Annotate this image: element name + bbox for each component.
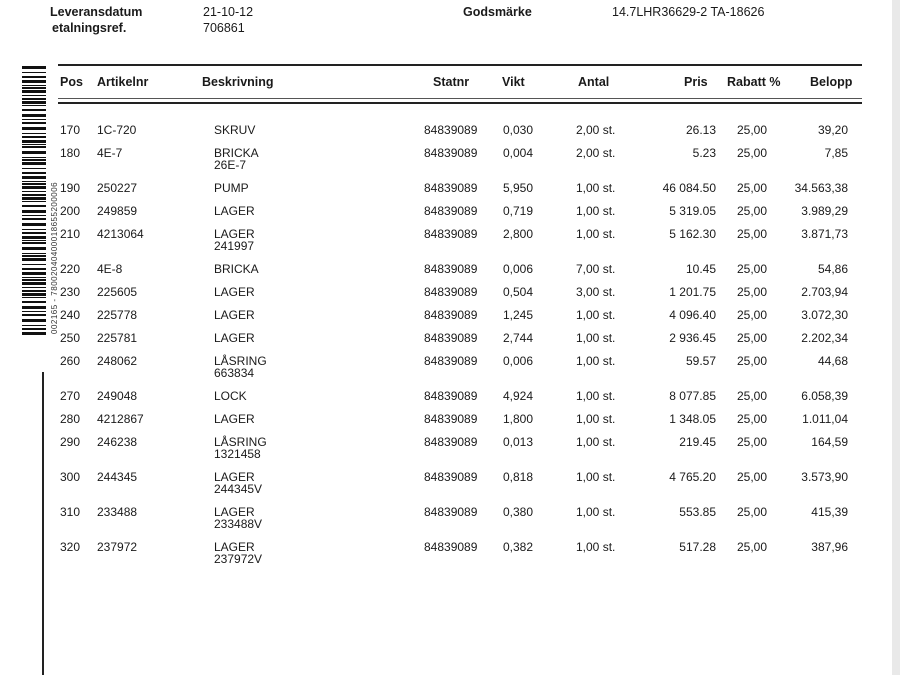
cell-vikt: 0,006 [503,262,534,276]
header-bottom-rule-2 [58,102,862,104]
cell-beskrivning: LAGER [214,331,255,345]
cell-pos: 240 [60,308,81,322]
cell-beskrivning-sub: 233488V [214,517,263,531]
barcode-bar [22,76,46,78]
cell-pris: 4 096.40 [669,308,716,322]
cell-beskrivning-sub: 237972V [214,552,263,566]
cell-statnr: 84839089 [424,354,478,368]
cell-pos: 190 [60,181,81,195]
cell-artikelnr: 4212867 [97,412,144,426]
cell-artikelnr: 225605 [97,285,138,299]
cell-vikt: 1,245 [503,308,534,322]
cell-artikelnr: 4E-8 [97,262,123,276]
page-edge [892,0,900,675]
cell-beskrivning: LAGER [214,227,255,241]
cell-pris: 5.23 [692,146,716,160]
cell-antal: 1,00 st. [576,331,616,345]
cell-vikt: 0,504 [503,285,534,299]
col-antal: Antal [578,75,610,89]
col-beskrivning: Beskrivning [202,75,274,89]
cell-statnr: 84839089 [424,389,478,403]
cell-pos: 170 [60,123,81,137]
cell-antal: 1,00 st. [576,204,616,218]
cell-artikelnr: 249048 [97,389,138,403]
cell-antal: 1,00 st. [576,227,616,241]
cell-beskrivning: LÅSRING [214,354,267,368]
cell-pris: 59.57 [685,354,716,368]
cell-pris: 219.45 [679,435,716,449]
cell-belopp: 7,85 [824,146,848,160]
cell-belopp: 6.058,39 [801,389,848,403]
cell-pos: 210 [60,227,81,241]
cell-beskrivning-sub: 26E-7 [214,158,247,172]
table-row [0,227,892,257]
cell-antal: 1,00 st. [576,354,616,368]
cell-pris: 1 348.05 [669,412,716,426]
cell-rabatt: 25,00 [737,505,768,519]
cell-vikt: 0,818 [503,470,534,484]
cell-antal: 1,00 st. [576,412,616,426]
cell-statnr: 84839089 [424,412,478,426]
cell-beskrivning: LAGER [214,204,255,218]
cell-belopp: 44,68 [817,354,848,368]
cell-belopp: 3.072,30 [801,308,848,322]
cell-beskrivning-sub: 1321458 [214,447,261,461]
godsmarke-label: Godsmärke [463,5,532,19]
cell-vikt: 0,382 [503,540,534,554]
cell-pos: 270 [60,389,81,403]
cell-rabatt: 25,00 [737,227,768,241]
cell-rabatt: 25,00 [737,331,768,345]
header-bottom-rule-1 [58,98,862,99]
barcode-bar [22,80,46,83]
header-top-rule [58,64,862,66]
cell-antal: 1,00 st. [576,181,616,195]
cell-belopp: 1.011,04 [802,412,848,426]
cell-statnr: 84839089 [424,204,478,218]
cell-vikt: 4,924 [503,389,534,403]
cell-pris: 517.28 [679,540,716,554]
leveransdatum-label: Leveransdatum [50,5,143,19]
cell-rabatt: 25,00 [737,308,768,322]
cell-rabatt: 25,00 [737,435,768,449]
cell-belopp: 2.202,34 [801,331,848,345]
betalningsref-label: etalningsref. [52,21,127,35]
cell-artikelnr: 244345 [97,470,138,484]
cell-rabatt: 25,00 [737,470,768,484]
barcode-bar [22,90,46,93]
cell-rabatt: 25,00 [737,204,768,218]
cell-belopp: 415,39 [811,505,848,519]
cell-belopp: 164,59 [811,435,848,449]
cell-pris: 2 936.45 [669,331,716,345]
cell-antal: 2,00 st. [576,123,616,137]
cell-antal: 1,00 st. [576,435,616,449]
cell-belopp: 54,86 [817,262,848,276]
cell-vikt: 2,800 [503,227,534,241]
cell-vikt: 0,006 [503,354,534,368]
cell-vikt: 0,719 [503,204,534,218]
cell-rabatt: 25,00 [737,412,768,426]
cell-beskrivning-sub: 663834 [214,366,255,380]
barcode-bar [22,119,46,120]
cell-rabatt: 25,00 [737,354,768,368]
cell-beskrivning: BRICKA [214,262,259,276]
table-row [0,470,892,500]
barcode-bar [22,95,46,96]
cell-statnr: 84839089 [424,470,478,484]
cell-statnr: 84839089 [424,285,478,299]
cell-pos: 260 [60,354,81,368]
cell-rabatt: 25,00 [737,146,768,160]
table-row [0,540,892,570]
cell-belopp: 3.871,73 [801,227,848,241]
leveransdatum-value: 21-10-12 [203,5,254,19]
cell-pos: 200 [60,204,81,218]
cell-pos: 290 [60,435,81,449]
cell-artikelnr: 225778 [97,308,138,322]
col-pos: Pos [60,75,83,89]
cell-pris: 1 201.75 [669,285,716,299]
cell-artikelnr: 4E-7 [97,146,123,160]
cell-belopp: 34.563,38 [794,181,848,195]
cell-beskrivning: LOCK [214,389,247,403]
cell-statnr: 84839089 [424,505,478,519]
barcode-bar [22,98,46,100]
barcode-number: 002165 - 78002040400018655200006 [50,181,59,334]
cell-statnr: 84839089 [424,331,478,345]
barcode-bar [22,85,46,86]
cell-pris: 5 319.05 [669,204,716,218]
cell-belopp: 3.573,90 [801,470,848,484]
cell-beskrivning: LAGER [214,540,255,554]
barcode-bar [22,114,46,117]
barcode-bar [22,66,46,69]
cell-pos: 280 [60,412,81,426]
cell-pos: 310 [60,505,81,519]
cell-rabatt: 25,00 [737,285,768,299]
cell-antal: 1,00 st. [576,505,616,519]
cell-vikt: 0,380 [503,505,534,519]
cell-artikelnr: 248062 [97,354,138,368]
col-statnr: Statnr [433,75,470,89]
cell-statnr: 84839089 [424,123,478,137]
cell-pos: 300 [60,470,81,484]
cell-beskrivning: BRICKA [214,146,259,160]
table-row [0,505,892,535]
col-belopp: Belopp [810,75,853,89]
cell-beskrivning-sub: 241997 [214,239,255,253]
cell-artikelnr: 4213064 [97,227,144,241]
cell-beskrivning: LAGER [214,285,255,299]
col-vikt: Vikt [502,75,525,89]
cell-artikelnr: 246238 [97,435,138,449]
cell-statnr: 84839089 [424,435,478,449]
cell-artikelnr: 1C-720 [97,123,137,137]
cell-statnr: 84839089 [424,262,478,276]
cell-beskrivning: PUMP [214,181,249,195]
col-pris: Pris [684,75,708,89]
cell-beskrivning: LAGER [214,505,255,519]
cell-beskrivning: LAGER [214,470,255,484]
cell-antal: 7,00 st. [576,262,616,276]
cell-statnr: 84839089 [424,540,478,554]
cell-pris: 10.45 [685,262,716,276]
cell-pris: 5 162.30 [669,227,716,241]
cell-antal: 1,00 st. [576,540,616,554]
cell-rabatt: 25,00 [737,123,768,137]
cell-pris: 46 084.50 [662,181,716,195]
col-artikelnr: Artikelnr [97,75,149,89]
cell-beskrivning-sub: 244345V [214,482,263,496]
cell-antal: 2,00 st. [576,146,616,160]
cell-vikt: 1,800 [503,412,534,426]
cell-vikt: 5,950 [503,181,534,195]
godsmarke-value: 14.7LHR36629-2 TA-18626 [612,5,765,19]
cell-antal: 1,00 st. [576,470,616,484]
cell-statnr: 84839089 [424,181,478,195]
cell-artikelnr: 225781 [97,331,138,345]
cell-rabatt: 25,00 [737,389,768,403]
barcode-bar [22,258,46,261]
cell-beskrivning: SKRUV [214,123,256,137]
cell-pos: 180 [60,146,81,160]
cell-statnr: 84839089 [424,227,478,241]
cell-belopp: 3.989,29 [801,204,848,218]
cell-belopp: 2.703,94 [801,285,848,299]
cell-belopp: 39,20 [817,123,848,137]
cell-rabatt: 25,00 [737,540,768,554]
cell-rabatt: 25,00 [737,262,768,276]
cell-belopp: 387,96 [811,540,848,554]
cell-artikelnr: 250227 [97,181,138,195]
barcode-bar [22,105,46,106]
cell-pris: 4 765.20 [669,470,716,484]
betalningsref-value: 706861 [203,21,245,35]
cell-antal: 1,00 st. [576,308,616,322]
cell-pos: 250 [60,331,81,345]
cell-antal: 1,00 st. [576,389,616,403]
table-row [0,146,892,176]
cell-beskrivning: LAGER [214,412,255,426]
cell-beskrivning: LÅSRING [214,435,267,449]
table-row [0,435,892,465]
barcode-bar [22,176,46,179]
barcode-bar [22,87,46,89]
table-row [0,354,892,384]
cell-pos: 230 [60,285,81,299]
cell-antal: 3,00 st. [576,285,616,299]
barcode-bar [22,109,46,111]
cell-statnr: 84839089 [424,146,478,160]
cell-vikt: 0,004 [503,146,534,160]
cell-pris: 553.85 [679,505,716,519]
cell-pos: 220 [60,262,81,276]
cell-vikt: 0,030 [503,123,534,137]
cell-artikelnr: 249859 [97,204,138,218]
cell-artikelnr: 233488 [97,505,138,519]
col-rabatt: Rabatt % [727,75,781,89]
cell-artikelnr: 237972 [97,540,138,554]
cell-beskrivning: LAGER [214,308,255,322]
cell-pris: 8 077.85 [669,389,716,403]
cell-statnr: 84839089 [424,308,478,322]
cell-vikt: 2,744 [503,331,534,345]
cell-pos: 320 [60,540,81,554]
cell-vikt: 0,013 [503,435,534,449]
barcode-bar [22,101,46,104]
cell-rabatt: 25,00 [737,181,768,195]
cell-pris: 26.13 [685,123,716,137]
barcode-bar [22,72,46,73]
